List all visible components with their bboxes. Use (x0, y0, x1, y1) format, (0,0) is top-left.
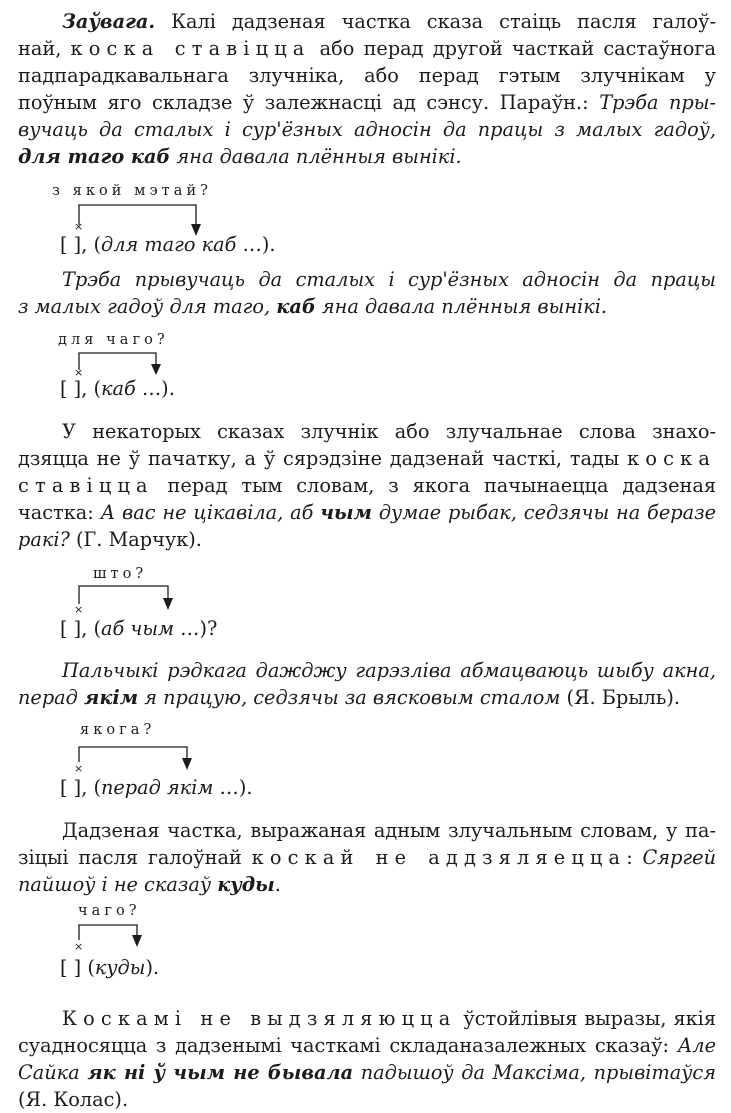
scheme-question: для чаго? (58, 332, 169, 348)
rule-paragraph: Дадзеная частка, выражаная адным злучальным словам, у па- зіцыі пасля галоўнай коскай не аддзяляецца: Сяргей пайшоў і не сказаў куды. (18, 819, 716, 896)
scheme-arrow (60, 722, 260, 782)
rule-paragraph: У некаторых сказах злучнік або злучальнае слова знахо- дзяцца не ў пачатку, а ў сярэдзіне дадзенай часткі, тады коска ставіцца перад тым словам, з якога пачынаецца дадзеная частка: А вас не цікавіла, аб чым думае рыбак, седзячы на беразе ракі? (Г. Марчук). (18, 420, 717, 551)
svg-text:×: × (74, 603, 84, 616)
main-clause-bracket: [ ] (60, 377, 82, 400)
scheme-question: з якой мэтай? (52, 183, 213, 199)
sentence-scheme: чаго? × [ ] (куды). (60, 903, 460, 983)
main-clause-bracket: [ ] (60, 776, 82, 799)
scheme-question: якога? (80, 722, 156, 738)
main-clause-bracket: [ ] (60, 233, 82, 256)
example-paragraph: Пальчыкі рэдкага дажджу гарэзліва абмацваюць шыбу акна, перад якім я працую, седзячы за вясковым сталом (Я. Брыль). (18, 659, 716, 709)
main-clause-bracket: [ ] (60, 617, 82, 640)
svg-text:×: × (74, 220, 84, 233)
svg-text:×: × (74, 762, 84, 775)
rule-paragraph: Коскамі не выдзяляюцца ўстойлівыя выразы, якія суадносяцца з дадзенымі часткамі складаназалежных сказаў: Але Сайка як ні ў чым не бывала падышоў да Максіма, прывітаўся (Я. Колас). (18, 1007, 716, 1111)
main-clause-bracket: [ ] (60, 956, 82, 979)
sentence-scheme: якога? × [ ], (перад якім …). (60, 722, 460, 802)
svg-text:×: × (74, 366, 84, 379)
svg-text:×: × (74, 940, 84, 953)
scheme-question: што? (93, 566, 148, 582)
example-paragraph: Трэба прывучаць да сталых і сур'ёзных адносін да працы з малых гадоў для таго, каб яна давала плённыя вынікі. (18, 268, 716, 318)
scheme-arrow (60, 903, 260, 963)
sentence-scheme: для чаго? × [ ], (каб …). (60, 332, 460, 412)
note-paragraph: Заўвага. Калі дадзеная частка сказа стаіць пасля галоў- най, коска ставіцца або перад другой часткай састаўнога падпарадкавальнага злучніка, або перад гэтым злучнікам у поўным яго складзе ў залежнасці ад сэнсу. Параўн.: Трэба пры- вучаць да сталых і сур'ёзных адносін да працы з малых гадоў, для таго каб яна давала плённыя вынікі. (18, 10, 716, 168)
scheme-question: чаго? (78, 903, 141, 919)
sentence-scheme: што? × [ ], (аб чым …)? (60, 566, 460, 646)
note-title: Заўвага. (62, 10, 156, 33)
sentence-scheme: з якой мэтай? × [ ], (для таго каб …). (52, 183, 276, 256)
